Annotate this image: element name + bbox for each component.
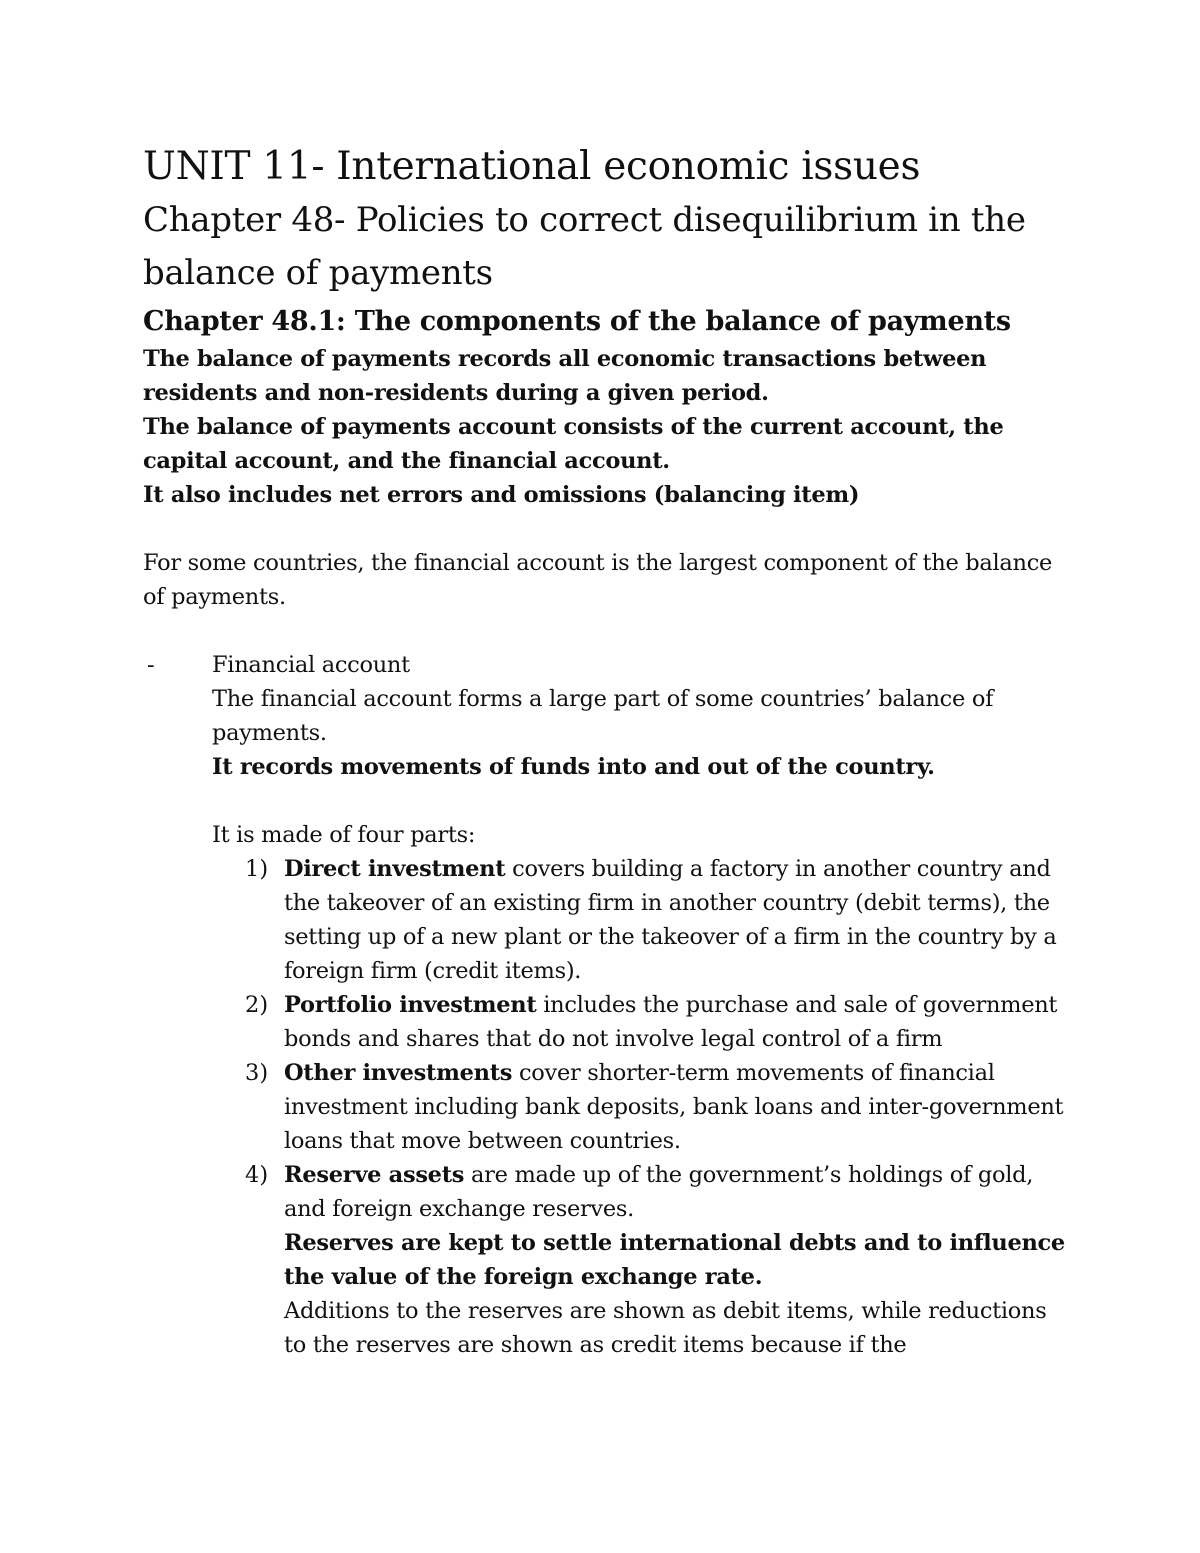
intro-paragraph-4: For some countries, the financial account is the largest component of the balance of payments. (143, 550, 1053, 610)
parts-intro: It is made of four parts: (212, 822, 476, 848)
section-heading: Chapter 48.1: The components of the balance of payments (143, 306, 1011, 337)
list-item-text (284, 1056, 1073, 1158)
list-item-portfolio-investment (212, 988, 1073, 1056)
list-marker: 3) (245, 1060, 269, 1086)
list-item-direct-investment (212, 852, 1073, 988)
other-investments-text: cover shorter-term movements of financial investment including bank deposits, bank loans and inter-government loans that move between countries. (284, 1060, 1064, 1154)
financial-account-heading: Financial account (212, 652, 410, 678)
document-content (143, 140, 1073, 1362)
list-item-other-investments (212, 1056, 1073, 1158)
list-item-text (284, 852, 1073, 988)
spacer (212, 784, 1073, 818)
spacer (143, 614, 1073, 648)
list-item-text (284, 988, 1073, 1056)
financial-account-description: The financial account forms a large part of some countries’ balance of payments. (212, 686, 994, 746)
parts-list (212, 852, 1073, 1362)
reserve-assets-note: Additions to the reserves are shown as debit items, while reductions to the reserves are shown as credit items because if the (284, 1298, 1047, 1358)
chapter-title-line-1: Chapter 48- Policies to correct disequilibrium in the (143, 200, 1026, 240)
reserve-assets-text: are made up of the government’s holdings of gold, and foreign exchange reserves. (284, 1162, 1034, 1222)
list-item-reserve-assets (212, 1158, 1073, 1362)
spacer (143, 512, 1073, 546)
chapter-title (143, 194, 1073, 300)
list-marker: 4) (245, 1162, 269, 1188)
term-direct-investment: Direct investment (284, 856, 506, 882)
financial-account-item (143, 648, 1073, 1362)
chapter-title-line-2: balance of payments (143, 253, 493, 293)
list-item-text (284, 1158, 1073, 1226)
direct-investment-text: covers building a factory in another country and the takeover of an existing firm in another country (debit terms), the setting up of a new plant or the takeover of a firm in the country by a foreign firm (credit items). (284, 856, 1057, 984)
dash-bullet: - (147, 652, 155, 678)
intro-paragraph-3: It also includes net errors and omissions (balancing item) (143, 482, 860, 508)
list-marker: 2) (245, 992, 269, 1018)
unit-title: UNIT 11- International economic issues (143, 144, 921, 189)
financial-account-records: It records movements of funds into and out of the country. (212, 754, 935, 780)
term-other-investments: Other investments (284, 1060, 513, 1086)
list-marker: 1) (245, 856, 269, 882)
term-portfolio-investment: Portfolio investment (284, 992, 537, 1018)
intro-paragraph-2: The balance of payments account consists of the current account, the capital account, and the financial account. (143, 414, 1004, 474)
reserve-assets-bold-note: Reserves are kept to settle international debts and to influence the value of the foreign exchange rate. (284, 1230, 1065, 1290)
term-reserve-assets: Reserve assets (284, 1162, 465, 1188)
intro-paragraph-1: The balance of payments records all economic transactions between residents and non-residents during a given period. (143, 346, 987, 406)
portfolio-investment-text: includes the purchase and sale of government bonds and shares that do not involve legal control of a firm (284, 992, 1058, 1052)
